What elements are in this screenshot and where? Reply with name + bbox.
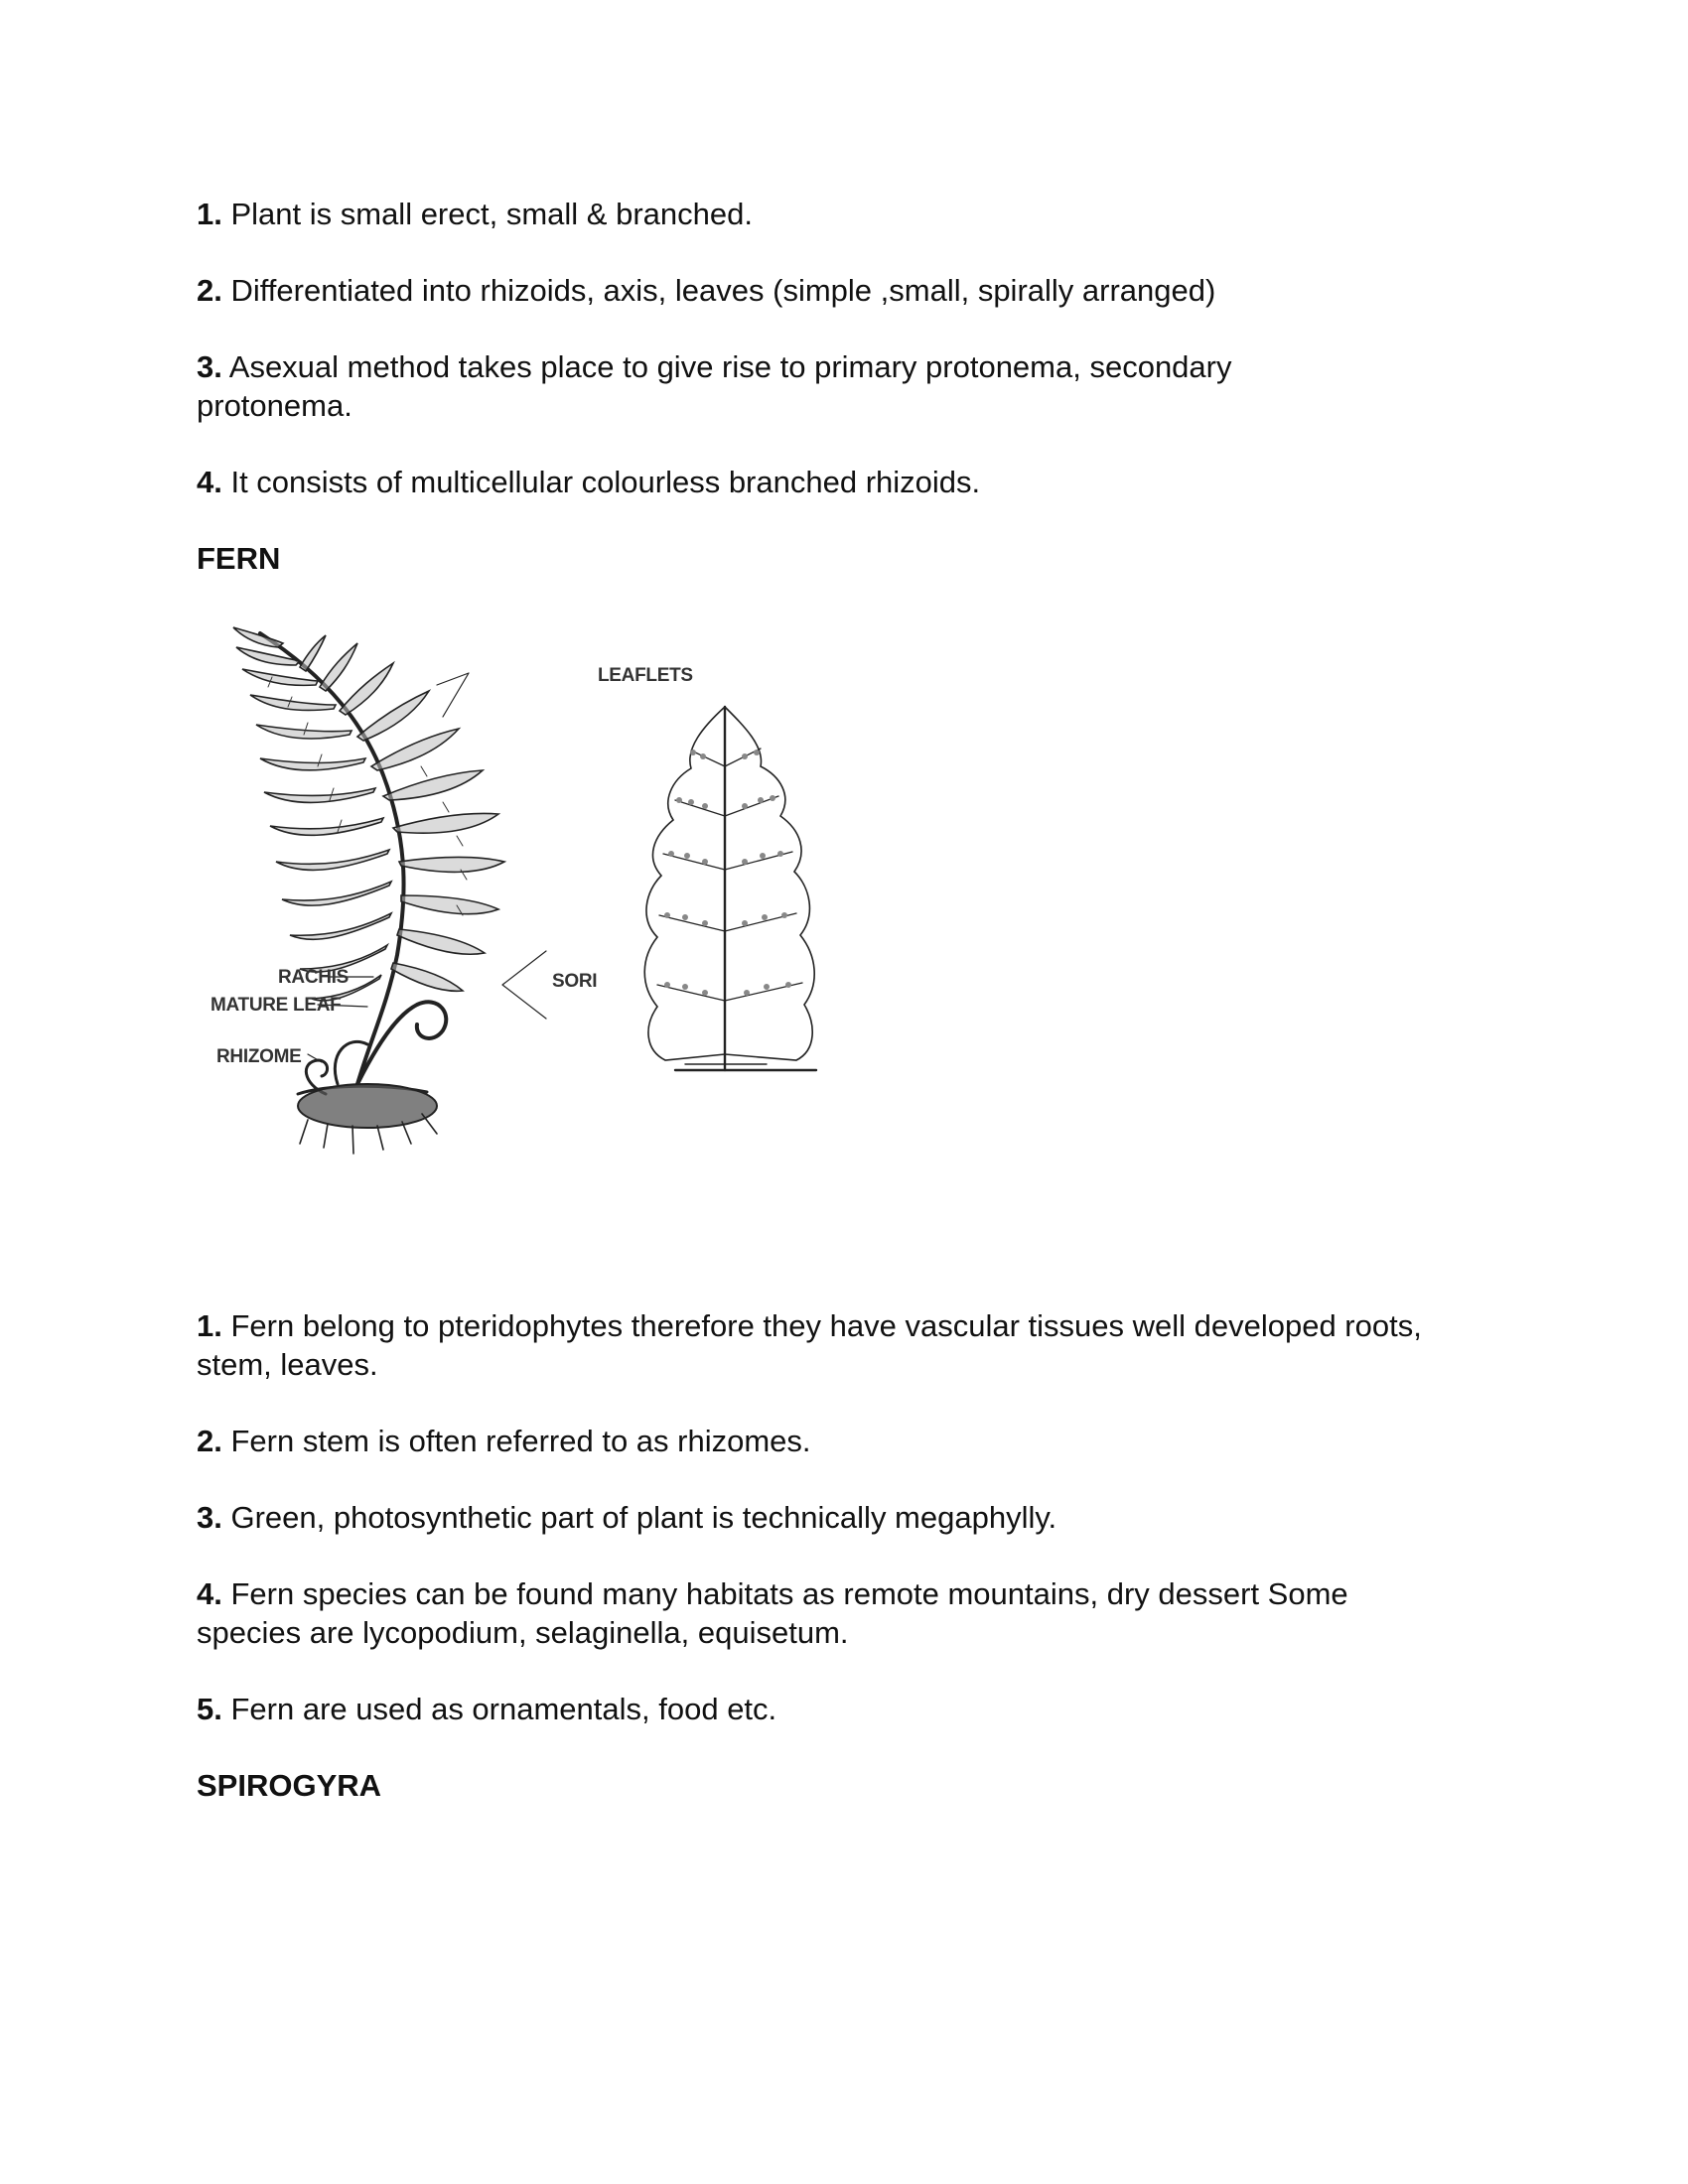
- moss-point-4: 4. It consists of multicellular colourless branched rhizoids.: [197, 465, 981, 499]
- fern-point-2: 2. Fern stem is often referred to as rhizomes.: [197, 1424, 811, 1458]
- document-page: [197, 195, 1487, 1805]
- fern-illustration: [209, 617, 864, 1273]
- label-rachis: RACHIS: [278, 967, 350, 988]
- label-sori: SORI: [552, 971, 598, 992]
- fern-diagram: [209, 617, 864, 1273]
- fern-point-3: 3. Green, photosynthetic part of plant is technically megaphylly.: [197, 1500, 1057, 1535]
- moss-point-3: 3. Asexual method takes place to give rise to primary protonema, secondary protonema.: [197, 349, 1232, 423]
- fern-point-4: 4. Fern species can be found many habitats as remote mountains, dry dessert Some species are lycopodium, selaginella, equisetum.: [197, 1576, 1348, 1650]
- fern-point-1: 1. Fern belong to pteridophytes therefore they have vascular tissues well developed roots, stem, leaves.: [197, 1308, 1422, 1382]
- label-leaflets: LEAFLETS: [598, 665, 693, 686]
- moss-point-1: 1. Plant is small erect, small & branched.: [197, 197, 753, 231]
- fern-point-5: 5. Fern are used as ornamentals, food etc.: [197, 1692, 777, 1726]
- label-mature-leaf: MATURE LEAF: [211, 995, 342, 1016]
- fern-heading: FERN: [197, 541, 281, 576]
- moss-point-2: 2. Differentiated into rhizoids, axis, leaves (simple ,small, spirally arranged): [197, 273, 1216, 308]
- label-rhizome: RHIZOME: [216, 1046, 302, 1067]
- spirogyra-heading: SPIROGYRA: [197, 1768, 382, 1803]
